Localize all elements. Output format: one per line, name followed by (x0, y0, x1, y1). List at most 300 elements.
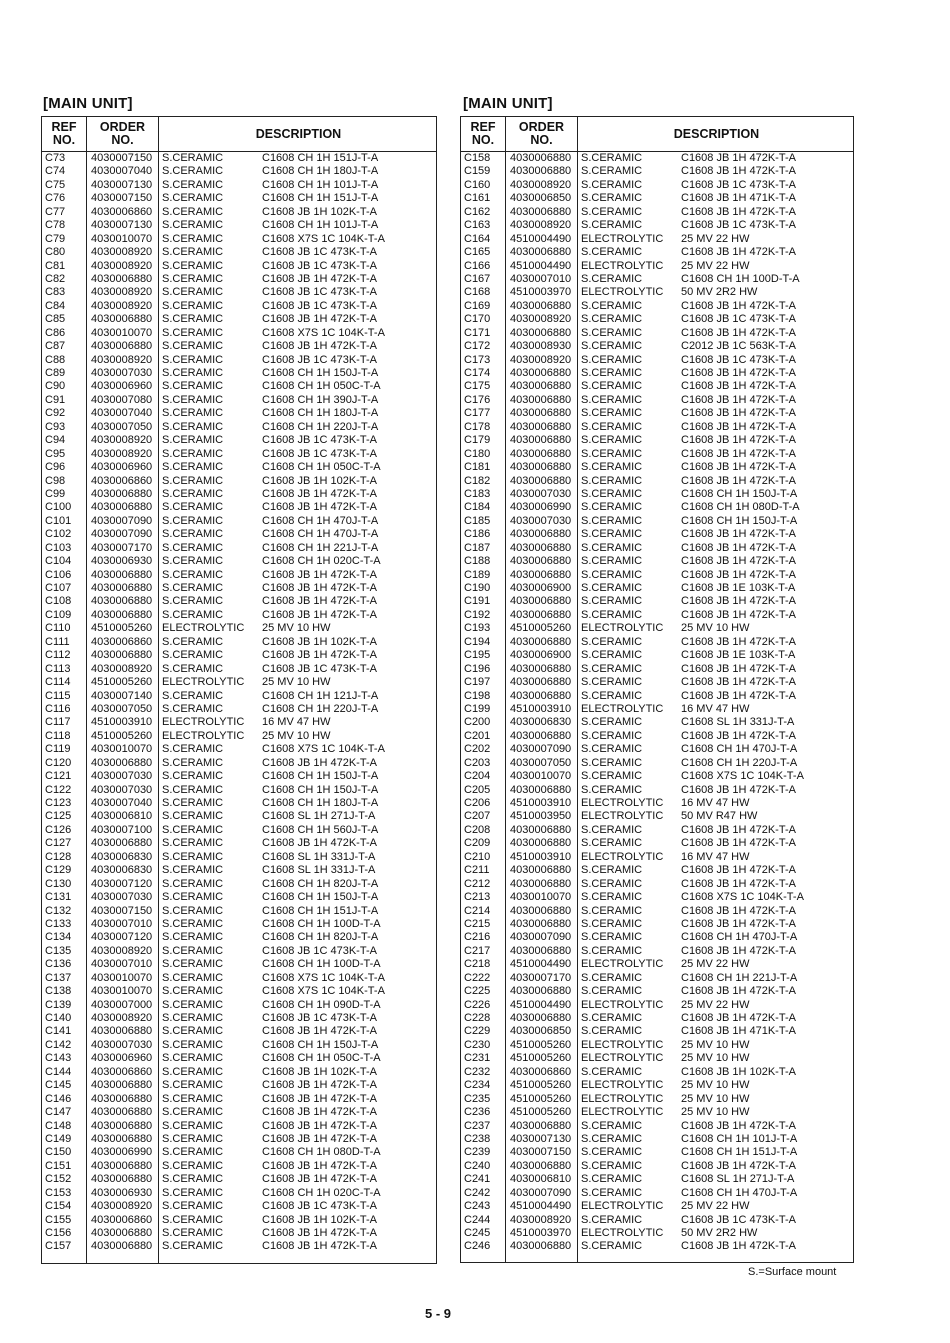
part-type-cell: ELECTROLYTIC (581, 232, 664, 245)
ref-no-cell: C212 (464, 877, 491, 890)
spec-cell: C1608 JB 1H 471K-T-A (681, 192, 796, 205)
table-row (461, 273, 853, 286)
order-no-cell: 4510005260 (91, 676, 153, 689)
ref-no-header: REF NO. (51, 120, 77, 147)
order-no-cell: 4030006880 (91, 1240, 153, 1253)
footnote: S.=Surface mount (748, 1266, 837, 1278)
spec-cell: C1608 JB 1H 472K-T-A (681, 676, 796, 689)
table-row (461, 313, 853, 326)
description-header: DESCRIPTION (673, 126, 760, 141)
part-type-cell: S.CERAMIC (162, 743, 224, 756)
ref-no-cell: C170 (464, 313, 491, 326)
spec-cell: C1608 CH 1H 151J-T-A (262, 904, 379, 917)
ref-no-cell: C194 (464, 635, 491, 648)
ref-no-cell: C165 (464, 246, 491, 259)
part-type-cell: ELECTROLYTIC (581, 850, 664, 863)
order-no-cell: 4030006990 (91, 1146, 153, 1159)
ref-no-cell: C115 (45, 689, 71, 702)
order-no-cell: 4030007030 (91, 783, 153, 796)
spec-cell: C1608 JB 1H 472K-T-A (262, 568, 377, 581)
part-type-cell: S.CERAMIC (162, 528, 224, 541)
table-row (42, 958, 436, 971)
order-no-cell: 4030006880 (510, 1012, 572, 1024)
table-row (461, 676, 853, 689)
order-no-cell: 4510003970 (510, 1227, 572, 1239)
table-row (461, 703, 853, 716)
part-type-cell: S.CERAMIC (581, 837, 643, 850)
order-no-cell: 4030006880 (91, 1173, 153, 1186)
order-no-cell: 4030006880 (510, 299, 572, 312)
order-no-cell: 4030006880 (91, 595, 153, 608)
part-type-cell: S.CERAMIC (162, 904, 224, 917)
order-no-cell: 4030006880 (510, 541, 572, 554)
ref-no-cell: C118 (45, 729, 71, 742)
part-type-cell: S.CERAMIC (581, 1132, 643, 1145)
page-number: 5 - 9 (425, 1306, 452, 1321)
table-row (461, 770, 853, 783)
spec-cell: 25 MV 22 HW (681, 232, 750, 245)
table-row (461, 1120, 853, 1133)
part-type-cell: S.CERAMIC (581, 1012, 643, 1024)
table-row (461, 582, 853, 595)
part-type-cell: S.CERAMIC (162, 286, 224, 299)
spec-cell: C1608 CH 1H 151J-T-A (681, 1146, 798, 1159)
table-row (461, 340, 853, 353)
spec-cell: C1608 JB 1H 472K-T-A (262, 1173, 377, 1186)
ref-no-cell: C159 (464, 165, 491, 178)
table-row (42, 931, 436, 944)
part-type-cell: S.CERAMIC (581, 514, 643, 527)
spec-cell: 25 MV 22 HW (681, 259, 750, 272)
order-no-cell: 4030006880 (510, 420, 572, 433)
order-no-cell: 4030006900 (510, 649, 572, 662)
spec-cell: C1608 JB 1H 472K-T-A (681, 407, 796, 420)
table-row (461, 246, 853, 259)
table-row (42, 394, 436, 407)
table-row (461, 972, 853, 985)
spec-cell: C1608 JB 1H 472K-T-A (681, 1012, 796, 1024)
ref-no-cell: C96 (45, 461, 66, 474)
part-type-cell: ELECTROLYTIC (162, 716, 245, 729)
order-no-cell: 4030006880 (91, 756, 153, 769)
ref-no-cell: C208 (464, 823, 491, 836)
part-type-cell: S.CERAMIC (162, 783, 224, 796)
table-row (461, 488, 853, 501)
ref-no-cell: C222 (464, 971, 491, 984)
part-type-cell: S.CERAMIC (581, 1173, 643, 1186)
order-no-cell: 4510003970 (510, 286, 572, 299)
part-type-cell: ELECTROLYTIC (581, 1092, 664, 1105)
table-row (461, 354, 853, 367)
part-type-cell: S.CERAMIC (162, 1213, 224, 1226)
order-no-cell: 4030007170 (91, 541, 153, 554)
table-row (461, 784, 853, 797)
ref-no-cell: C183 (464, 487, 491, 500)
ref-no-cell: C144 (45, 1065, 72, 1078)
spec-cell: C1608 JB 1H 472K-T-A (681, 205, 796, 218)
order-no-cell: 4030008920 (510, 1213, 572, 1226)
part-type-cell: S.CERAMIC (162, 971, 224, 984)
order-no-cell: 4030006880 (91, 1079, 153, 1092)
ref-no-cell: C154 (45, 1200, 72, 1213)
ref-no-cell: C157 (45, 1240, 72, 1253)
part-type-cell: S.CERAMIC (581, 393, 643, 406)
part-type-cell: S.CERAMIC (162, 407, 224, 420)
order-no-cell: 4030008920 (91, 434, 153, 447)
spec-cell: C1608 JB 1C 473K-T-A (681, 178, 796, 191)
order-no-cell: 4030006880 (510, 904, 572, 917)
table-row (461, 716, 853, 729)
order-no-cell: 4030006880 (91, 837, 153, 850)
part-type-cell: S.CERAMIC (581, 528, 643, 541)
order-no-cell: 4510004490 (510, 958, 572, 971)
ref-no-cell: C85 (45, 313, 66, 326)
part-type-cell: S.CERAMIC (581, 904, 643, 917)
part-type-cell: ELECTROLYTIC (581, 1106, 664, 1119)
spec-cell: C1608 JB 1H 472K-T-A (681, 877, 796, 890)
part-type-cell: S.CERAMIC (162, 662, 224, 675)
part-type-cell: S.CERAMIC (581, 541, 643, 554)
part-type-cell: S.CERAMIC (162, 272, 224, 285)
ref-no-cell: C163 (464, 219, 491, 232)
spec-cell: C1608 JB 1H 472K-T-A (681, 461, 796, 474)
part-type-cell: S.CERAMIC (581, 461, 643, 474)
order-no-cell: 4030006880 (91, 487, 153, 500)
spec-cell: C1608 CH 1H 820J-T-A (262, 877, 379, 890)
part-type-cell: S.CERAMIC (162, 1227, 224, 1239)
ref-no-cell: C229 (464, 1025, 491, 1038)
order-no-cell: 4030006880 (91, 582, 153, 594)
order-no-cell: 4030006830 (91, 850, 153, 863)
part-type-cell: S.CERAMIC (581, 474, 643, 487)
table-row (461, 690, 853, 703)
ref-no-cell: C171 (464, 326, 491, 339)
table-row (461, 260, 853, 273)
ref-no-cell: C237 (464, 1119, 491, 1132)
part-type-cell: S.CERAMIC (581, 743, 643, 756)
part-type-cell: S.CERAMIC (162, 340, 224, 353)
spec-cell: C1608 JB 1E 103K-T-A (681, 582, 796, 594)
order-no-cell: 4030006880 (510, 837, 572, 850)
spec-cell: C1608 JB 1H 472K-T-A (262, 582, 377, 594)
ref-no-cell: C120 (45, 756, 72, 769)
part-type-cell: S.CERAMIC (581, 205, 643, 218)
spec-cell: C1608 JB 1H 472K-T-A (681, 555, 796, 568)
ref-no-cell: C172 (464, 340, 491, 353)
order-no-cell: 4030006880 (510, 1240, 572, 1253)
ref-no-cell: C195 (464, 649, 491, 662)
part-type-cell: S.CERAMIC (581, 783, 643, 796)
order-no-cell: 4030008920 (510, 353, 572, 366)
ref-no-cell: C150 (45, 1146, 72, 1159)
table-row (42, 515, 436, 528)
part-type-cell: S.CERAMIC (581, 353, 643, 366)
ref-no-cell: C178 (464, 420, 491, 433)
spec-cell: C1608 JB 1C 473K-T-A (262, 434, 377, 447)
table-row (461, 1052, 853, 1065)
table-row (42, 179, 436, 192)
spec-cell: C1608 CH 1H 100D-T-A (681, 272, 800, 285)
spec-cell: C1608 JB 1H 472K-T-A (681, 635, 796, 648)
table-row (42, 488, 436, 501)
table-row (42, 1240, 436, 1253)
order-no-cell: 4030006880 (510, 676, 572, 689)
ref-no-cell: C116 (45, 702, 71, 715)
spec-cell: C1608 JB 1H 472K-T-A (681, 944, 796, 957)
spec-cell: C1608 JB 1H 472K-T-A (262, 1092, 377, 1105)
part-type-cell: ELECTROLYTIC (581, 622, 664, 635)
part-type-cell: ELECTROLYTIC (581, 1079, 664, 1092)
table-row (42, 260, 436, 273)
part-type-cell: S.CERAMIC (581, 420, 643, 433)
ref-no-cell: C198 (464, 689, 491, 702)
table-row (461, 179, 853, 192)
order-no-cell: 4030007030 (91, 770, 153, 783)
table-row (42, 690, 436, 703)
ref-no-cell: C129 (45, 864, 72, 877)
ref-no-cell: C146 (45, 1092, 72, 1105)
spec-cell: 25 MV 10 HW (681, 1079, 750, 1092)
ref-no-cell: C140 (45, 1012, 72, 1024)
part-type-cell: S.CERAMIC (162, 837, 224, 850)
spec-cell: C1608 JB 1H 472K-T-A (262, 487, 377, 500)
order-no-cell: 4030007030 (91, 367, 153, 379)
order-no-cell: 4030008920 (510, 313, 572, 326)
table-row (461, 380, 853, 393)
ref-no-cell: C239 (464, 1146, 491, 1159)
table-row (42, 703, 436, 716)
part-type-cell: S.CERAMIC (581, 568, 643, 581)
ref-no-cell: C88 (45, 353, 66, 366)
part-type-cell: S.CERAMIC (581, 608, 643, 621)
part-type-cell: S.CERAMIC (581, 1159, 643, 1172)
spec-cell: C1608 JB 1C 473K-T-A (262, 944, 377, 957)
part-type-cell: S.CERAMIC (162, 1159, 224, 1172)
part-type-cell: S.CERAMIC (581, 555, 643, 568)
part-type-cell: S.CERAMIC (162, 797, 224, 809)
spec-cell: C1608 JB 1H 472K-T-A (681, 917, 796, 930)
table-row (42, 1133, 436, 1146)
order-no-cell: 4510003910 (510, 702, 572, 715)
spec-cell: 16 MV 47 HW (681, 797, 750, 809)
order-no-cell: 4030007090 (510, 743, 572, 756)
spec-cell: 25 MV 10 HW (681, 622, 750, 635)
part-type-cell: S.CERAMIC (581, 272, 643, 285)
order-no-cell: 4510005260 (510, 1052, 572, 1065)
part-type-cell: S.CERAMIC (162, 931, 224, 944)
ref-no-cell: C190 (464, 582, 491, 594)
spec-cell: C1608 CH 1H 050C-T-A (262, 380, 381, 393)
order-no-cell: 4510005260 (510, 1038, 572, 1051)
ref-no-cell: C122 (45, 783, 72, 796)
table-row (42, 891, 436, 904)
order-no-cell: 4030008920 (510, 178, 572, 191)
part-type-cell: ELECTROLYTIC (162, 622, 245, 635)
part-type-cell: S.CERAMIC (162, 917, 224, 930)
order-no-cell: 4510004490 (510, 998, 572, 1011)
order-no-cell: 4510003950 (510, 810, 572, 823)
table-row (461, 636, 853, 649)
table-row (42, 327, 436, 340)
part-type-cell: S.CERAMIC (162, 944, 224, 957)
order-no-cell: 4510005260 (510, 1106, 572, 1119)
ref-no-cell: C98 (45, 474, 66, 487)
part-type-cell: S.CERAMIC (162, 299, 224, 312)
part-type-cell: S.CERAMIC (162, 702, 224, 715)
ref-no-cell: C90 (45, 380, 66, 393)
ref-no-cell: C156 (45, 1227, 72, 1239)
part-type-cell: S.CERAMIC (162, 1186, 224, 1199)
spec-cell: C1608 CH 1H 080D-T-A (681, 501, 800, 514)
table-row (461, 1214, 853, 1227)
ref-no-cell: C131 (45, 891, 72, 904)
spec-cell: C1608 JB 1H 472K-T-A (262, 1159, 377, 1172)
table-row (42, 784, 436, 797)
part-type-cell: S.CERAMIC (162, 582, 224, 594)
order-no-cell: 4030006880 (91, 272, 153, 285)
table-row (42, 649, 436, 662)
ref-no-cell: C203 (464, 756, 491, 769)
ref-no-cell: C133 (45, 917, 72, 930)
part-type-cell: S.CERAMIC (162, 877, 224, 890)
ref-no-cell: C214 (464, 904, 491, 917)
spec-cell: C1608 JB 1H 472K-T-A (681, 595, 796, 608)
spec-cell: C1608 CH 1H 050C-T-A (262, 461, 381, 474)
spec-cell: C1608 CH 1H 150J-T-A (262, 367, 379, 379)
part-type-cell: S.CERAMIC (581, 635, 643, 648)
order-no-cell: 4030007150 (91, 192, 153, 205)
table-row (461, 1240, 853, 1253)
table-row (42, 609, 436, 622)
order-no-cell: 4030008920 (91, 944, 153, 957)
ref-no-cell: C238 (464, 1132, 491, 1145)
ref-no-cell: C94 (45, 434, 66, 447)
part-type-cell: S.CERAMIC (581, 864, 643, 877)
table-row (42, 246, 436, 259)
spec-cell: C1608 JB 1H 472K-T-A (262, 1106, 377, 1119)
table-row (461, 367, 853, 380)
spec-cell: C1608 CH 1H 101J-T-A (681, 1132, 798, 1145)
part-type-cell: ELECTROLYTIC (581, 810, 664, 823)
order-no-cell: 4030006880 (91, 1092, 153, 1105)
table-row (461, 327, 853, 340)
order-no-cell: 4030007140 (91, 689, 153, 702)
part-type-cell: S.CERAMIC (162, 152, 224, 164)
table-row (461, 421, 853, 434)
ref-no-cell: C242 (464, 1186, 491, 1199)
spec-cell: C1608 CH 1H 470J-T-A (681, 931, 798, 944)
ref-no-cell: C130 (45, 877, 72, 890)
order-no-cell: 4030007030 (91, 891, 153, 904)
table-row (42, 972, 436, 985)
ref-no-cell: C138 (45, 985, 72, 998)
order-no-cell: 4030010070 (91, 743, 153, 756)
order-no-cell: 4510004490 (510, 232, 572, 245)
table-row (42, 233, 436, 246)
order-no-cell: 4030006880 (91, 1227, 153, 1239)
order-no-cell: 4510005260 (91, 729, 153, 742)
ref-no-header: REF NO. (470, 120, 496, 147)
part-type-cell: S.CERAMIC (162, 595, 224, 608)
ref-no-cell: C230 (464, 1038, 491, 1051)
part-type-cell: S.CERAMIC (162, 555, 224, 568)
spec-cell: 25 MV 10 HW (262, 729, 331, 742)
order-no-cell: 4030007030 (510, 514, 572, 527)
table-row (461, 622, 853, 635)
right-parts-table (460, 116, 854, 1263)
spec-cell: 16 MV 47 HW (262, 716, 331, 729)
ref-no-cell: C210 (464, 850, 491, 863)
part-type-cell: ELECTROLYTIC (581, 1052, 664, 1065)
part-type-cell: S.CERAMIC (162, 541, 224, 554)
ref-no-cell: C155 (45, 1213, 72, 1226)
ref-no-cell: C160 (464, 178, 491, 191)
part-type-cell: S.CERAMIC (581, 165, 643, 178)
order-no-cell: 4030007010 (91, 958, 153, 971)
ref-no-cell: C181 (464, 461, 491, 474)
ref-no-cell: C226 (464, 998, 491, 1011)
part-type-cell: S.CERAMIC (581, 152, 643, 164)
table-row (42, 1200, 436, 1213)
spec-cell: C1608 JB 1H 102K-T-A (262, 1065, 377, 1078)
order-no-cell: 4030007090 (91, 514, 153, 527)
part-type-cell: S.CERAMIC (162, 474, 224, 487)
part-type-cell: S.CERAMIC (162, 649, 224, 662)
part-type-cell: S.CERAMIC (581, 487, 643, 500)
spec-cell: C1608 JB 1C 473K-T-A (681, 353, 796, 366)
order-no-cell: 4030008920 (91, 447, 153, 460)
order-no-cell: 4030008920 (91, 246, 153, 259)
ref-no-cell: C101 (45, 514, 72, 527)
spec-cell: C1608 CH 1H 560J-T-A (262, 823, 379, 836)
table-row (42, 555, 436, 568)
part-type-cell: S.CERAMIC (162, 1146, 224, 1159)
spec-cell: C1608 CH 1H 180J-T-A (262, 797, 379, 809)
ref-no-cell: C149 (45, 1132, 72, 1145)
ref-no-cell: C228 (464, 1012, 491, 1024)
spec-cell: C1608 JB 1H 472K-T-A (262, 1079, 377, 1092)
ref-no-cell: C177 (464, 407, 491, 420)
order-no-cell: 4030006880 (510, 407, 572, 420)
order-no-cell: 4030007010 (91, 917, 153, 930)
ref-no-cell: C207 (464, 810, 491, 823)
spec-cell: C1608 CH 1H 180J-T-A (262, 165, 379, 178)
ref-no-cell: C141 (45, 1025, 72, 1038)
spec-cell: C1608 JB 1H 472K-T-A (262, 649, 377, 662)
order-no-cell: 4030006880 (510, 380, 572, 393)
order-no-cell: 4030006880 (510, 326, 572, 339)
ref-no-cell: C99 (45, 487, 66, 500)
part-type-cell: ELECTROLYTIC (581, 702, 664, 715)
part-type-cell: S.CERAMIC (162, 635, 224, 648)
ref-no-cell: C114 (45, 676, 71, 689)
ref-no-cell: C75 (45, 178, 66, 191)
ref-no-cell: C80 (45, 246, 66, 259)
table-row (461, 555, 853, 568)
part-type-cell: S.CERAMIC (162, 1092, 224, 1105)
order-no-cell: 4030010070 (91, 971, 153, 984)
table-row (42, 1039, 436, 1052)
order-no-cell: 4030006860 (91, 474, 153, 487)
spec-cell: C1608 X7S 1C 104K-T-A (262, 985, 385, 998)
order-no-cell: 4030006880 (510, 595, 572, 608)
table-row (461, 1227, 853, 1240)
order-no-cell: 4030006880 (91, 568, 153, 581)
part-type-cell: S.CERAMIC (581, 1186, 643, 1199)
spec-cell: C1608 JB 1H 472K-T-A (681, 837, 796, 850)
spec-cell: C1608 JB 1H 472K-T-A (681, 165, 796, 178)
table-row (461, 851, 853, 864)
